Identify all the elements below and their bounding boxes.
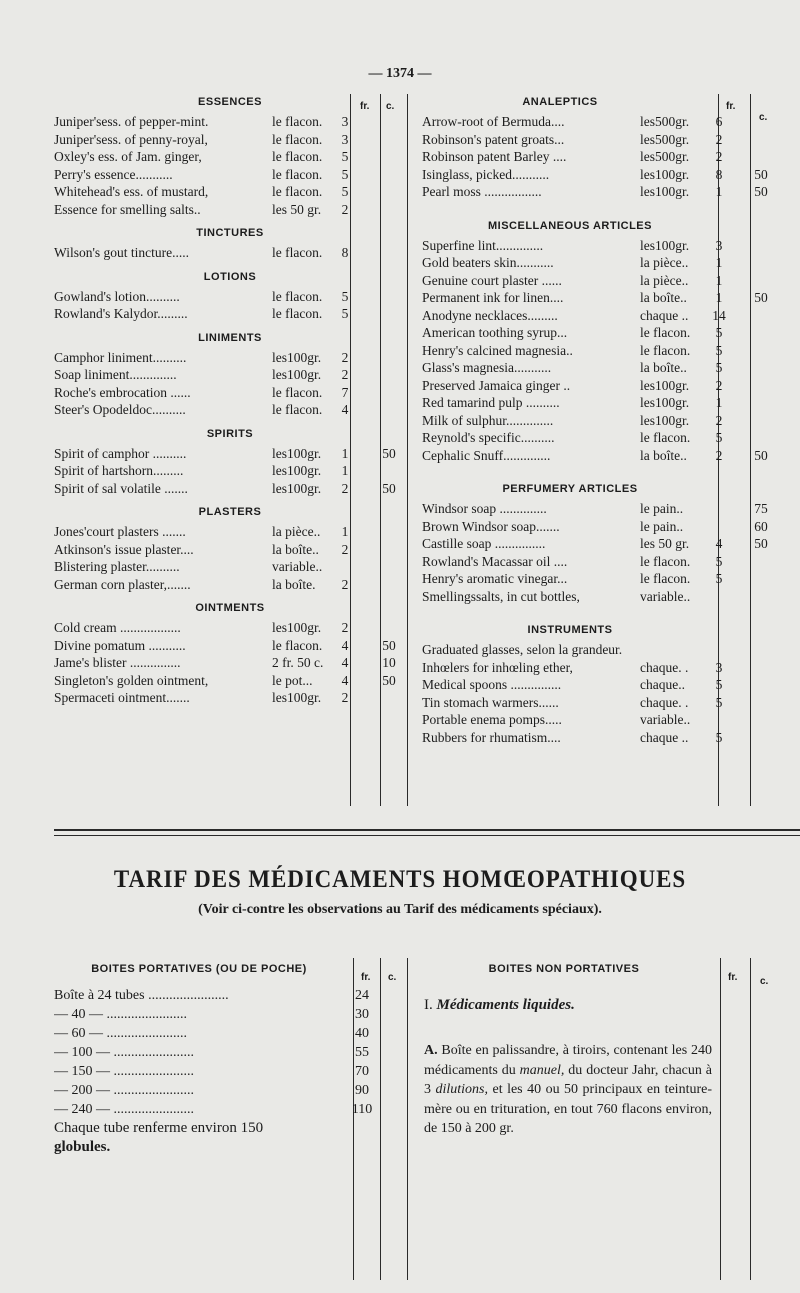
item-unit: le pain.. xyxy=(640,501,684,516)
item-name: Atkinson's issue plaster.... xyxy=(54,541,194,557)
item-c: 50 xyxy=(382,637,396,653)
section-title: PERFUMERY ARTICLES xyxy=(502,483,638,495)
item-fr: 5 xyxy=(341,288,349,304)
list-item xyxy=(54,305,406,323)
list-item xyxy=(54,366,406,384)
item-unit: le flacon. xyxy=(272,637,323,653)
list-item xyxy=(422,377,790,395)
item-name: Anodyne necklaces......... xyxy=(422,307,558,323)
list-item xyxy=(422,694,790,712)
item-unit: variable.. xyxy=(640,588,691,604)
divider-lower-center xyxy=(407,958,408,1280)
item-fr: 2 xyxy=(715,447,723,463)
header-c-lower-right: c. xyxy=(760,976,769,987)
item-fr: 2 xyxy=(715,131,723,147)
subsection-title: Médicaments liquides. xyxy=(436,997,575,1013)
header-fr-lower-left: fr. xyxy=(361,972,371,983)
list-item xyxy=(54,689,406,707)
item-c: 50 xyxy=(754,184,768,199)
item-unit: les100gr. xyxy=(272,480,322,496)
item-fr: 2 xyxy=(341,690,349,705)
item-fr: 1 xyxy=(715,395,723,410)
item-c: 50 xyxy=(754,447,768,463)
section-essences xyxy=(54,91,406,218)
list-item xyxy=(422,659,790,677)
item-name: Soap liniment.............. xyxy=(54,367,177,382)
header-c-right: c. xyxy=(759,112,768,123)
item-fr: 4 xyxy=(341,637,349,653)
item-fr: 5 xyxy=(715,430,723,445)
list-item xyxy=(422,324,790,342)
header-c-lower-left: c. xyxy=(388,972,397,983)
box-label: — 240 — ....................... xyxy=(54,1102,194,1117)
item-name: German corn plaster,....... xyxy=(54,576,191,592)
list-item xyxy=(54,637,406,655)
item-name: Medical spoons ............... xyxy=(422,677,562,692)
item-fr: 5 xyxy=(715,553,723,569)
item-fr: 2 xyxy=(341,620,349,635)
item-fr: 5 xyxy=(715,342,723,358)
item-fr: 8 xyxy=(715,166,723,182)
list-item xyxy=(422,183,790,201)
item-name: Cold cream .................. xyxy=(54,620,181,635)
item-fr: 5 xyxy=(715,677,723,692)
item-unit: chaque.. xyxy=(640,677,685,692)
list-item xyxy=(54,523,406,541)
section-title: PLASTERS xyxy=(198,506,262,518)
item-name: Brown Windsor soap....... xyxy=(422,518,560,534)
item-name: Graduated glasses, selon la grandeur. xyxy=(422,642,623,657)
item-name: Red tamarind pulp .......... xyxy=(422,395,560,410)
item-fr: 2 xyxy=(715,412,723,428)
item-fr: 5 xyxy=(341,149,349,164)
item-unit: le flacon. xyxy=(272,288,323,304)
list-item xyxy=(54,131,406,149)
item-name: Steer's Opodeldoc.......... xyxy=(54,402,186,417)
list-item xyxy=(54,986,380,1005)
item-fr: 5 xyxy=(715,571,723,586)
section-plasters xyxy=(54,501,406,593)
list-item xyxy=(54,672,406,690)
section-title: TINCTURES xyxy=(196,227,264,239)
item-name: Spirit of hartshorn......... xyxy=(54,463,184,478)
item-name: Spirit of camphor .......... xyxy=(54,445,187,461)
box-price: 40 xyxy=(355,1026,369,1041)
item-fr: 4 xyxy=(715,536,723,551)
item-name: Windsor soap .............. xyxy=(422,501,547,516)
item-fr: 2 xyxy=(715,377,723,393)
item-unit: le flacon. xyxy=(272,184,323,199)
item-name: Isinglass, picked........... xyxy=(422,166,550,182)
item-unit: les100gr. xyxy=(272,367,322,382)
item-unit: le pain.. xyxy=(640,518,684,534)
item-c: 50 xyxy=(382,480,396,496)
item-name: Divine pomatum ........... xyxy=(54,637,186,653)
item-fr: 1 xyxy=(341,463,349,478)
item-fr: 3 xyxy=(715,659,723,675)
list-item xyxy=(422,272,790,290)
section-analeptics xyxy=(422,91,790,201)
section-title: ANALEPTICS xyxy=(522,96,598,108)
item-name: Superfine lint.............. xyxy=(422,237,544,253)
list-item xyxy=(422,641,790,659)
section-title: SPIRITS xyxy=(206,427,254,440)
subsection-heading xyxy=(424,997,716,1023)
item-unit: les100gr. xyxy=(272,349,322,365)
list-item xyxy=(422,289,790,307)
item-c: 50 xyxy=(382,445,396,461)
list-item xyxy=(54,445,406,463)
list-item xyxy=(422,500,790,518)
item-unit: chaque. . xyxy=(640,694,689,710)
list-item xyxy=(54,462,406,480)
box-price: 24 xyxy=(355,988,369,1003)
item-fr: 4 xyxy=(341,402,349,417)
section-liniments xyxy=(54,327,406,419)
item-name: Roche's embrocation ...... xyxy=(54,384,191,400)
page-number: — 1374 — xyxy=(368,66,432,81)
box-label: — 60 — ....................... xyxy=(54,1026,187,1041)
list-item xyxy=(422,570,790,588)
item-name: Portable enema pomps..... xyxy=(422,712,562,727)
item-name: Arrow-root of Bermuda.... xyxy=(422,114,565,129)
item-unit: la pièce.. xyxy=(272,524,321,539)
list-item xyxy=(54,1043,380,1062)
list-item xyxy=(54,619,406,637)
item-fr: 3 xyxy=(341,131,349,147)
list-item xyxy=(422,429,790,447)
item-name: Jones'court plasters ....... xyxy=(54,524,186,539)
portatives-title: BOITES PORTATIVES (OU DE POCHE) xyxy=(91,963,307,975)
item-unit: le flacon. xyxy=(640,342,691,358)
item-name: Tin stomach warmers...... xyxy=(422,694,559,710)
list-item xyxy=(422,254,790,272)
item-fr: 5 xyxy=(715,729,723,745)
item-unit: les100gr. xyxy=(640,184,690,199)
header-fr-lower-right: fr. xyxy=(728,972,738,983)
item-fr: 1 xyxy=(341,524,349,539)
list-item xyxy=(422,359,790,377)
list-item xyxy=(54,1005,380,1024)
item-fr: 2 xyxy=(341,367,349,382)
item-fr: 6 xyxy=(715,114,723,129)
list-item xyxy=(54,1062,380,1081)
item-name: Genuine court plaster ...... xyxy=(422,272,562,288)
item-unit: le flacon. xyxy=(640,430,691,445)
item-fr: 5 xyxy=(715,325,723,340)
portatives-column xyxy=(54,958,380,1157)
section-lotions xyxy=(54,266,406,323)
item-unit: les100gr. xyxy=(640,412,690,428)
box-price: 70 xyxy=(355,1064,369,1079)
section-perfumery xyxy=(422,478,790,605)
item-c: 50 xyxy=(754,290,768,305)
header-fr-right: fr. xyxy=(726,101,736,112)
list-item xyxy=(54,201,406,219)
box-price: 90 xyxy=(355,1083,369,1098)
separator-bottom xyxy=(54,835,800,836)
item-fr: 5 xyxy=(715,360,723,375)
item-fr: 4 xyxy=(341,672,349,688)
list-item xyxy=(422,131,790,149)
list-item xyxy=(422,711,790,729)
divider-lower-right-fr xyxy=(720,958,721,1280)
item-name: Blistering plaster.......... xyxy=(54,559,180,574)
list-item xyxy=(54,349,406,367)
list-item xyxy=(54,183,406,201)
item-name: Rubbers for rhumatism.... xyxy=(422,729,561,745)
header-c-left: c. xyxy=(386,101,395,112)
item-name: Inhœlers for inhœling ether, xyxy=(422,659,573,675)
item-unit: le flacon. xyxy=(640,325,691,340)
list-item xyxy=(54,541,406,559)
item-unit: les100gr. xyxy=(272,690,322,705)
item-unit: la pièce.. xyxy=(640,255,689,270)
item-unit: la boîte. xyxy=(272,576,316,592)
section-miscellaneous xyxy=(422,215,790,465)
item-c: 50 xyxy=(382,672,396,688)
item-name: Camphor liniment.......... xyxy=(54,349,187,365)
box-price: 110 xyxy=(351,1102,373,1117)
item-name: Reynold's specific.......... xyxy=(422,430,555,445)
list-item xyxy=(54,148,406,166)
list-item xyxy=(54,480,406,498)
item-unit: la boîte.. xyxy=(640,290,687,305)
list-item xyxy=(422,676,790,694)
item-name: Henry's calcined magnesia.. xyxy=(422,342,573,358)
non-portatives-title: BOITES NON PORTATIVES xyxy=(488,963,640,975)
item-fr: 3 xyxy=(715,237,723,253)
subsection-number: I. xyxy=(424,997,433,1013)
item-unit: le flacon. xyxy=(272,402,323,417)
item-unit: le flacon. xyxy=(272,306,323,321)
item-name: Gowland's lotion.......... xyxy=(54,288,180,304)
item-unit: la boîte.. xyxy=(640,447,687,463)
item-unit: le pot... xyxy=(272,672,313,688)
list-item xyxy=(54,244,406,262)
note-line: Chaque tube renferme environ 150 xyxy=(54,1120,264,1136)
list-item xyxy=(422,588,790,606)
item-fr: 1 xyxy=(715,272,723,288)
section-title: ESSENCES xyxy=(198,96,262,108)
item-unit: les100gr. xyxy=(640,377,690,393)
item-c: 75 xyxy=(754,501,768,516)
item-name: Wilson's gout tincture..... xyxy=(54,245,189,260)
list-item xyxy=(422,553,790,571)
item-unit: la boîte.. xyxy=(272,541,319,557)
item-fr: 2 xyxy=(341,541,349,557)
section-title: MISCELLANEOUS ARTICLES xyxy=(488,219,652,232)
right-column xyxy=(422,91,790,746)
item-unit: chaque .. xyxy=(640,307,689,323)
list-item xyxy=(422,307,790,325)
list-item xyxy=(54,401,406,419)
item-name: Spermaceti ointment....... xyxy=(54,690,190,705)
item-name: Milk of sulphur.............. xyxy=(422,412,554,428)
list-item xyxy=(422,113,790,131)
section-spirits xyxy=(54,423,406,498)
box-label: — 100 — ....................... xyxy=(54,1045,194,1060)
item-c: 60 xyxy=(754,518,768,534)
item-fr: 2 xyxy=(341,201,349,217)
item-unit: le flacon. xyxy=(272,166,323,182)
item-unit: le flacon. xyxy=(272,131,323,147)
section-instruments xyxy=(422,619,790,746)
item-unit: les100gr. xyxy=(272,445,322,461)
item-unit: les 50 gr. xyxy=(272,201,322,217)
item-unit: les 50 gr. xyxy=(640,536,690,551)
item-name: Essence for smelling salts.. xyxy=(54,201,201,217)
list-item xyxy=(54,1081,380,1100)
list-item xyxy=(54,288,406,306)
item-fr: 2 xyxy=(341,576,349,592)
section-title: LINIMENTS xyxy=(198,331,262,344)
item-unit: les500gr. xyxy=(640,114,690,129)
item-fr: 1 xyxy=(715,184,723,199)
item-fr: 2 xyxy=(715,149,723,164)
list-item xyxy=(422,535,790,553)
item-fr: 1 xyxy=(341,445,349,461)
list-item xyxy=(54,113,406,131)
item-name: Jame's blister ............... xyxy=(54,655,181,670)
box-price: 30 xyxy=(355,1007,369,1022)
box-description: A. Boîte en palissandre, à tiroirs, contenant les 240 médicaments du manuel, du docteur Jahr, chacun à 3 dilutions, et les 40 ou 50 principaux en teinture-mère ou en trituration, en tout 760 flacons environ, de 150 à 200 gr. xyxy=(424,1043,712,1136)
item-unit: les100gr. xyxy=(640,395,690,410)
list-item xyxy=(422,518,790,536)
item-name: Preserved Jamaica ginger .. xyxy=(422,377,571,393)
item-unit: la boîte.. xyxy=(640,360,687,375)
list-item xyxy=(422,237,790,255)
item-unit: chaque. . xyxy=(640,659,689,675)
item-unit: le flacon. xyxy=(272,384,323,400)
section-tinctures xyxy=(54,222,406,262)
item-unit: les100gr. xyxy=(272,620,322,635)
item-unit: variable.. xyxy=(272,559,323,574)
tarif-title: TARIF DES MÉDICAMENTS HOMŒOPATHIQUES xyxy=(113,866,687,893)
item-name: Rowland's Kalydor......... xyxy=(54,306,188,321)
item-fr: 3 xyxy=(341,114,349,129)
item-unit: le flacon. xyxy=(640,553,691,569)
list-item xyxy=(422,447,790,465)
item-fr: 7 xyxy=(341,384,349,400)
item-unit: les100gr. xyxy=(272,463,322,478)
item-fr: 4 xyxy=(341,655,349,670)
item-name: Glass's magnesia........... xyxy=(422,360,552,375)
item-name: Pearl moss ................. xyxy=(422,184,542,199)
item-unit: la pièce.. xyxy=(640,272,689,288)
item-fr: 5 xyxy=(715,694,723,710)
item-fr: 14 xyxy=(712,307,726,323)
item-fr: 5 xyxy=(341,306,349,321)
item-name: Perry's essence........... xyxy=(54,166,173,182)
item-unit: chaque .. xyxy=(640,729,689,745)
item-fr: 1 xyxy=(715,255,723,270)
separator-top xyxy=(54,829,800,831)
item-name: Gold beaters skin........... xyxy=(422,255,554,270)
item-unit: le flacon. xyxy=(272,149,323,164)
item-unit: les500gr. xyxy=(640,131,690,147)
list-item xyxy=(54,1100,380,1119)
item-c: 50 xyxy=(754,166,768,182)
item-unit: les100gr. xyxy=(640,166,690,182)
item-name: Oxley's ess. of Jam. ginger, xyxy=(54,149,202,164)
section-title: LOTIONS xyxy=(203,270,257,283)
list-item xyxy=(422,342,790,360)
item-fr: 5 xyxy=(341,184,349,199)
box-label: Boîte à 24 tubes ....................... xyxy=(54,988,229,1003)
section-title: OINTMENTS xyxy=(195,602,265,614)
item-name: Singleton's golden ointment, xyxy=(54,672,209,688)
box-label: — 200 — ....................... xyxy=(54,1083,194,1098)
tarif-subtitle: (Voir ci-contre les observations au Tarif des médicaments spéciaux). xyxy=(198,902,602,917)
box-label: — 150 — ....................... xyxy=(54,1064,194,1079)
item-unit: 2 fr. 50 c. xyxy=(272,655,324,670)
divider-lower-left-c xyxy=(380,958,381,1280)
item-c: 10 xyxy=(382,655,396,670)
list-item xyxy=(54,654,406,672)
para-letter: A. xyxy=(424,1043,438,1058)
item-name: Juniper'sess. of pepper-mint. xyxy=(54,114,209,129)
item-fr: 5 xyxy=(341,166,349,182)
item-fr: 2 xyxy=(341,349,349,365)
box-price: 55 xyxy=(355,1045,369,1060)
item-name: Permanent ink for linen.... xyxy=(422,290,564,305)
item-fr: 8 xyxy=(341,245,349,260)
item-fr: 2 xyxy=(341,480,349,496)
list-item xyxy=(54,166,406,184)
section-title: INSTRUMENTS xyxy=(527,624,613,636)
item-c: 50 xyxy=(754,536,768,551)
item-name: Henry's aromatic vinegar... xyxy=(422,571,568,586)
item-name: Robinson patent Barley .... xyxy=(422,149,567,164)
item-unit: le flacon. xyxy=(272,114,323,129)
list-item xyxy=(422,166,790,184)
item-unit: les500gr. xyxy=(640,149,690,164)
item-name: Whitehead's ess. of mustard, xyxy=(54,184,209,199)
list-item xyxy=(422,148,790,166)
item-name: Juniper'sess. of penny-royal, xyxy=(54,131,208,147)
left-column xyxy=(54,91,406,707)
item-unit: variable.. xyxy=(640,712,691,727)
item-unit: le flacon. xyxy=(272,245,323,260)
item-name: Cephalic Snuff.............. xyxy=(422,447,551,463)
list-item xyxy=(422,729,790,747)
item-name: Castille soap ............... xyxy=(422,536,546,551)
list-item xyxy=(54,576,406,594)
item-name: Robinson's patent groats... xyxy=(422,131,565,147)
section-ointments xyxy=(54,597,406,707)
box-label: — 40 — ....................... xyxy=(54,1007,187,1022)
item-name: Spirit of sal volatile ....... xyxy=(54,480,188,496)
list-item xyxy=(54,1024,380,1043)
non-portatives-column xyxy=(424,958,716,1139)
item-name: Rowland's Macassar oil .... xyxy=(422,553,568,569)
divider-lower-right-c xyxy=(750,958,751,1280)
item-unit: le flacon. xyxy=(640,571,691,586)
list-item xyxy=(54,384,406,402)
item-fr: 1 xyxy=(715,290,723,305)
item-name: Smellingssalts, in cut bottles, xyxy=(422,588,580,604)
list-item xyxy=(422,394,790,412)
note-line: globules. xyxy=(54,1139,111,1155)
item-unit: les100gr. xyxy=(640,237,690,253)
divider-center xyxy=(407,94,408,806)
header-fr-left: fr. xyxy=(360,101,370,112)
list-item xyxy=(54,558,406,576)
list-item xyxy=(422,412,790,430)
item-name: American toothing syrup... xyxy=(422,325,568,340)
